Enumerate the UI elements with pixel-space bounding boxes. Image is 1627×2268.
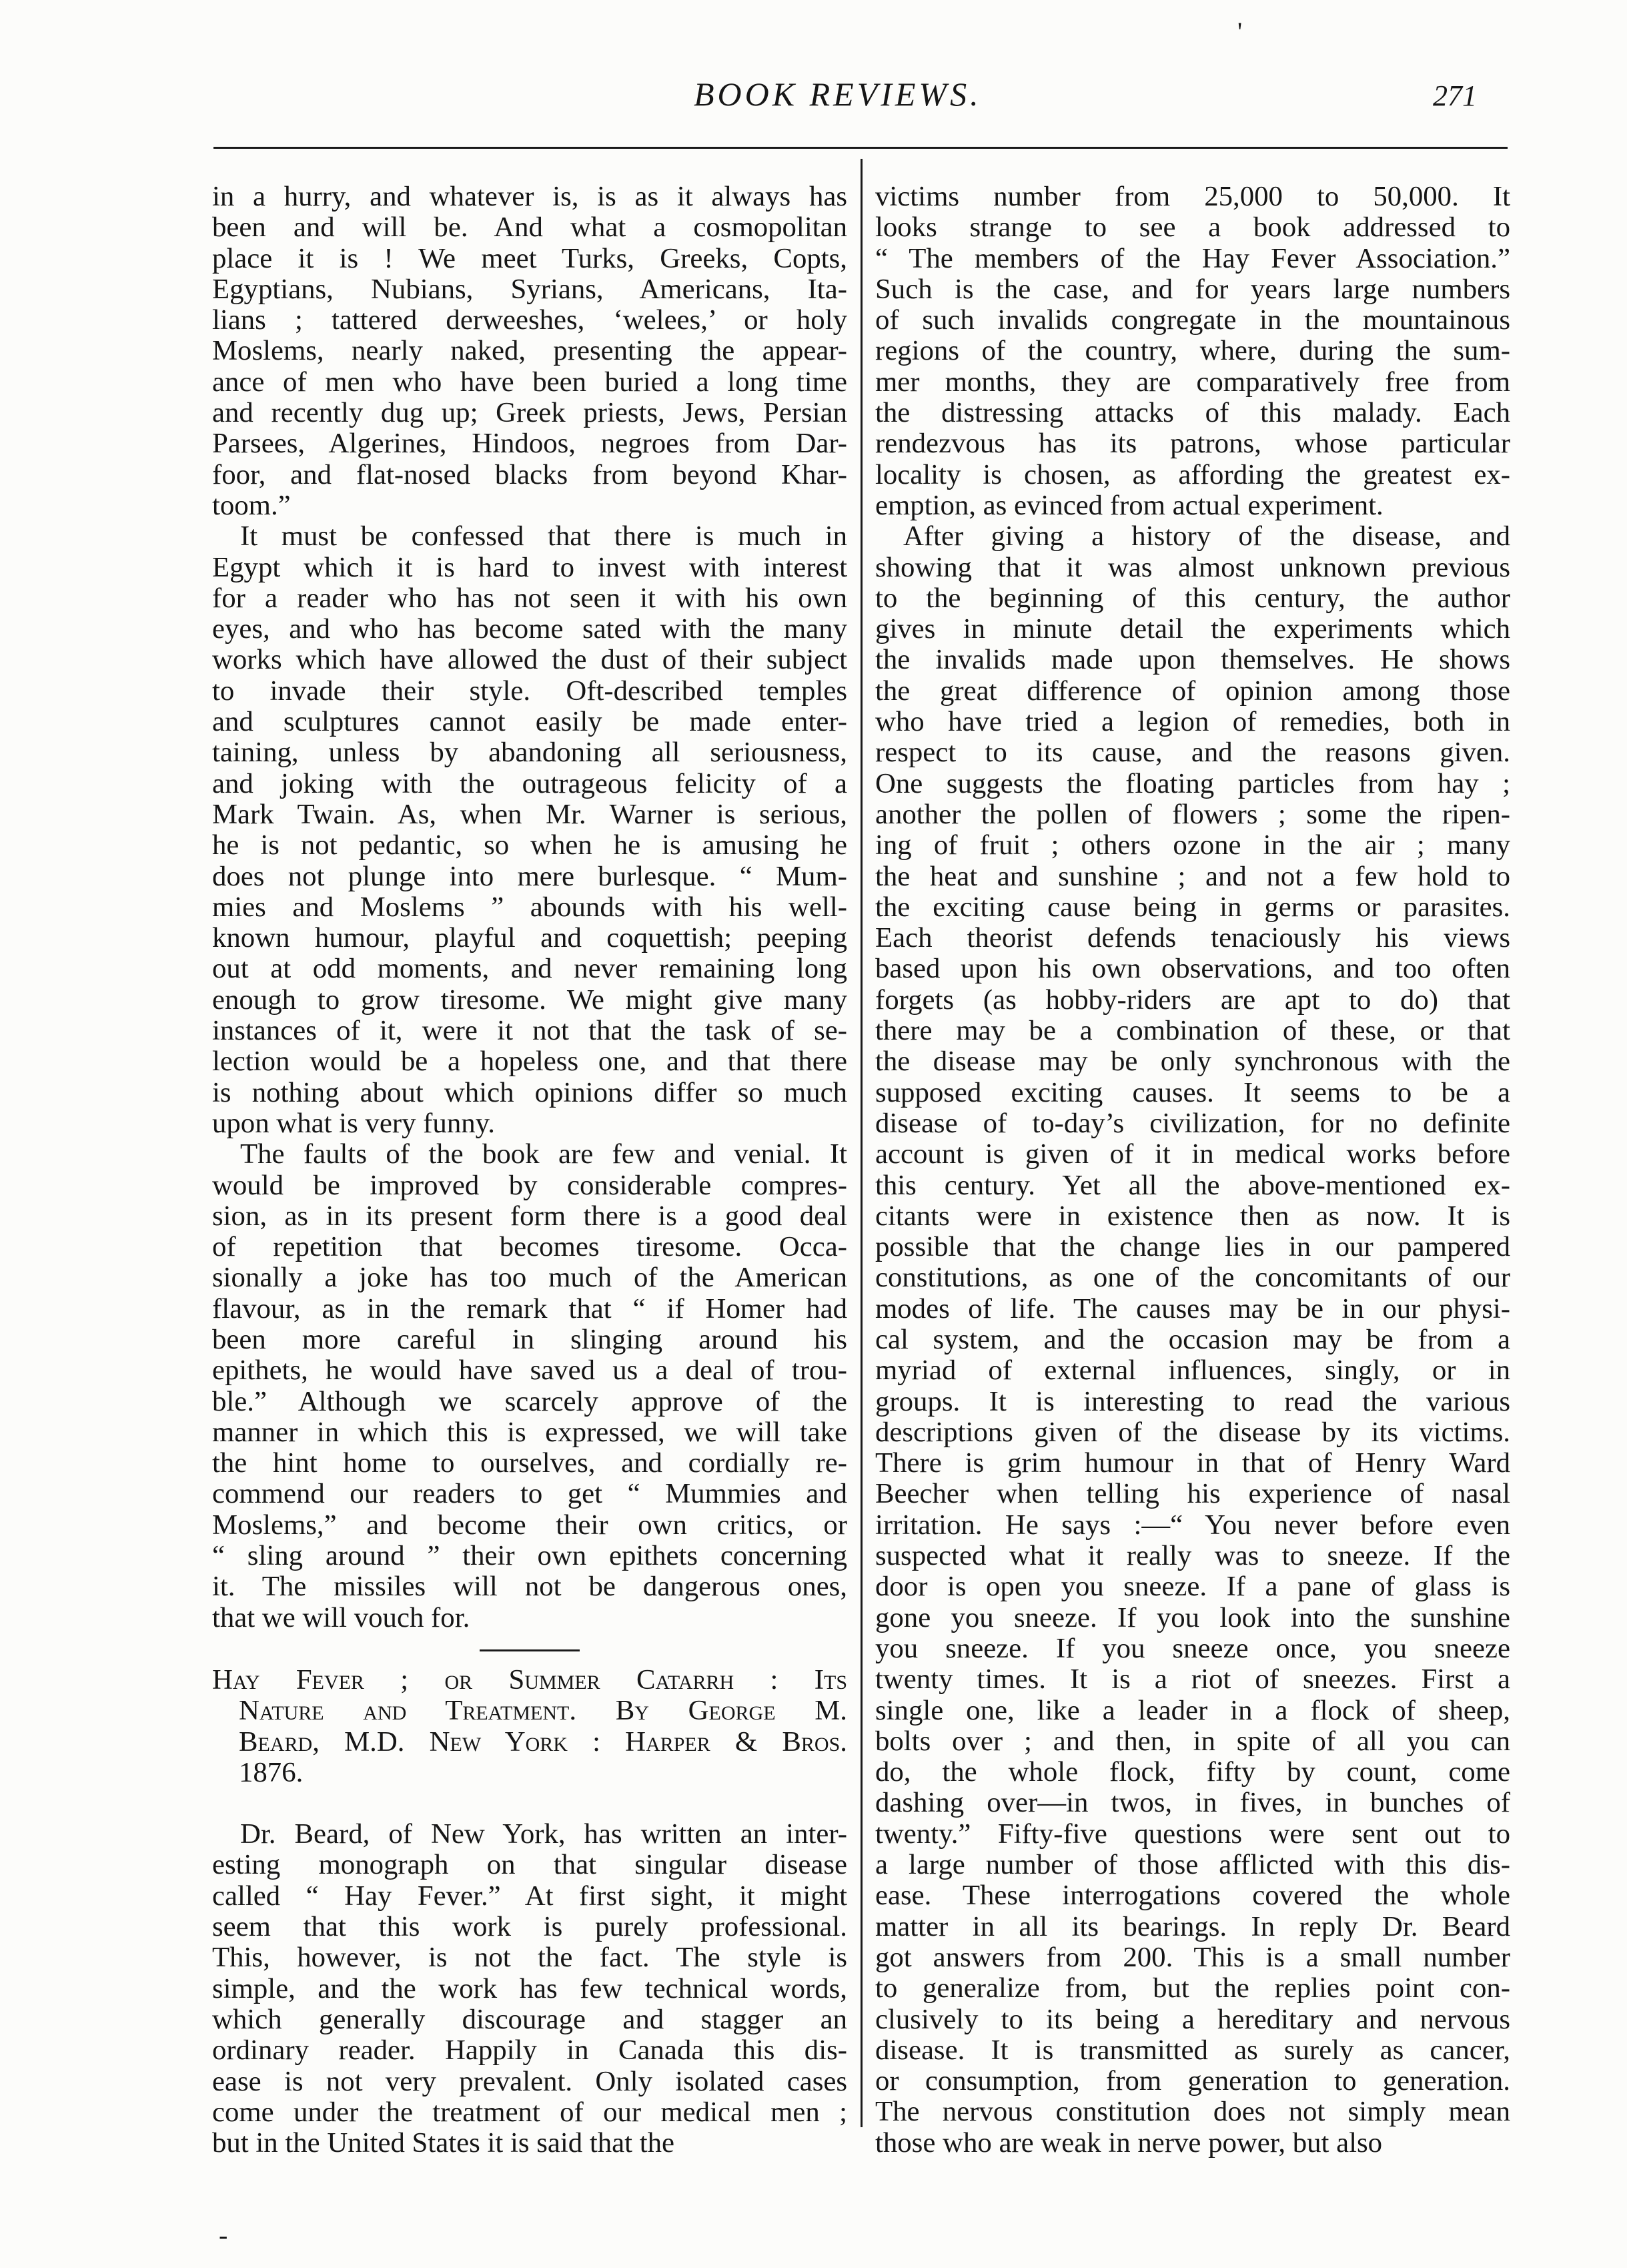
text-line: the distressing attacks of this malady. Each [875, 397, 1510, 429]
text-line: There is grim humour in that of Henry Ward [875, 1447, 1510, 1479]
text-line: “ The members of the Hay Fever Association.” [875, 242, 1510, 274]
text-line: simple, and the work has few technical words, [212, 1972, 847, 2004]
text-line: epithets, he would have saved us a deal of trou- [212, 1355, 847, 1387]
text-line: known humour, playful and coquettish; peeping [212, 922, 847, 954]
text-line: descriptions given of the disease by its victims. [875, 1416, 1510, 1448]
text-line: mer months, they are comparatively free from [875, 366, 1510, 398]
text-line: sion, as in its present form there is a good deal [212, 1200, 847, 1232]
text-line: 1876. [239, 1756, 304, 1788]
text-line: does not plunge into mere burlesque. “ Mum- [212, 860, 847, 892]
text-line: Beecher when telling his experience of nasal [875, 1478, 1510, 1510]
text-line: the heat and sunshine ; and not a few hold to [875, 860, 1510, 892]
text-line: citants were in existence then as now. It is [875, 1200, 1510, 1232]
spacer [212, 1788, 847, 1819]
text-line: been more careful in slinging around his [212, 1323, 847, 1355]
spacer [212, 1633, 847, 1645]
right-continuation-paragraph [875, 181, 1510, 521]
text-line: The faults of the book are few and venial. It [240, 1138, 847, 1170]
text-line: in a hurry, and whatever is, is as it always has [212, 181, 847, 212]
text-line: forgets (as hobby-riders are apt to do) that [875, 984, 1510, 1016]
text-line: but in the United States it is said that the [212, 2127, 674, 2159]
text-line: “ sling around ” their own epithets concerning [212, 1540, 847, 1572]
text-line: ease. These interrogations covered the whole [875, 1880, 1510, 1912]
text-line: works which have allowed the dust of their subject [212, 644, 847, 676]
text-line: taining, unless by abandoning all seriousness, [212, 737, 847, 769]
stray-mark-top: ' [1237, 17, 1243, 47]
text-line: that we will vouch for. [212, 1601, 470, 1633]
text-line: locality is chosen, as affording the greatest ex- [875, 458, 1510, 490]
text-line: commend our readers to get “ Mummies and [212, 1478, 847, 1510]
text-line: the hint home to ourselves, and cordially re- [212, 1447, 847, 1479]
text-line: place it is ! We meet Turks, Greeks, Copts, [212, 242, 847, 274]
beard-paragraph [212, 1819, 847, 2159]
text-line: victims number from 25,000 to 50,000. It [875, 181, 1510, 212]
text-line: twenty times. It is a riot of sneezes. First a [875, 1663, 1510, 1695]
text-line: Hay Fever ; or Summer Catarrh : Its [212, 1663, 847, 1695]
text-line: it. The missiles will not be dangerous ones, [212, 1571, 847, 1603]
text-line: The nervous constitution does not simply mean [875, 2096, 1510, 2128]
section-divider-rule [480, 1649, 580, 1651]
text-line: supposed exciting causes. It seems to be a [875, 1076, 1510, 1108]
column-divider [861, 159, 863, 2127]
text-line: Parsees, Algerines, Hindoos, negroes from Dar- [212, 428, 847, 460]
left-continuation-paragraph [212, 181, 847, 521]
text-line: rendezvous has its patrons, whose particular [875, 428, 1510, 460]
text-line: this century. Yet all the above-mentioned ex- [875, 1169, 1510, 1201]
text-line: and sculptures cannot easily be made enter- [212, 706, 847, 738]
text-line: possible that the change lies in our pampered [875, 1231, 1510, 1263]
text-line: would be improved by considerable compres- [212, 1169, 847, 1201]
text-line: called “ Hay Fever.” At first sight, it might [212, 1880, 847, 1912]
text-line: modes of life. The causes may be in our physi- [875, 1292, 1510, 1325]
text-line: he is not pedantic, so when he is amusing he [212, 829, 847, 861]
text-line: based upon his own observations, and too often [875, 953, 1510, 985]
text-line: emption, as evinced from actual experiment. [875, 489, 1384, 521]
text-line: which generally discourage and stagger an [212, 2003, 847, 2035]
text-line: respect to its cause, and the reasons given. [875, 737, 1510, 769]
text-line: irritation. He says :—“ You never before even [875, 1509, 1510, 1541]
text-line: single one, like a leader in a flock of sheep, [875, 1694, 1510, 1726]
text-line: come under the treatment of our medical men ; [212, 2096, 847, 2128]
confessed-paragraph [212, 521, 847, 1139]
text-line: Egyptians, Nubians, Syrians, Americans, Ita- [212, 273, 847, 305]
stray-mark-bottom: - [219, 2220, 228, 2250]
text-line: is nothing about which opinions differ so much [212, 1076, 847, 1108]
text-line: and recently dug up; Greek priests, Jews, Persian [212, 397, 847, 429]
text-line: matter in all its bearings. In reply Dr. Beard [875, 1910, 1510, 1942]
text-line: Moslems, nearly naked, presenting the appear- [212, 335, 847, 367]
text-line: those who are weak in nerve power, but also [875, 2127, 1383, 2159]
text-line: sionally a joke has too much of the American [212, 1262, 847, 1294]
text-line: Each theorist defends tenaciously his views [875, 922, 1510, 954]
text-line: the invalids made upon themselves. He shows [875, 644, 1510, 676]
text-line: Mark Twain. As, when Mr. Warner is serious, [212, 798, 847, 830]
text-line: instances of it, were it not that the task of se- [212, 1015, 847, 1047]
text-line: seem that this work is purely professional. [212, 1911, 847, 1943]
text-line: the great difference of opinion among those [875, 675, 1510, 707]
text-line: One suggests the floating particles from hay ; [875, 767, 1510, 799]
text-line: cal system, and the occasion may be from a [875, 1323, 1510, 1355]
text-line: groups. It is interesting to read the various [875, 1385, 1510, 1417]
text-line: mies and Moslems ” abounds with his well- [212, 891, 847, 923]
text-line: got answers from 200. This is a small number [875, 1941, 1510, 1973]
text-line: esting monograph on that singular disease [212, 1849, 847, 1881]
text-line: to generalize from, but the replies point con- [875, 1972, 1510, 2004]
text-line: disease of to-day’s civilization, for no definite [875, 1107, 1510, 1139]
left-column [212, 181, 847, 2159]
text-line: toom.” [212, 489, 291, 521]
text-line: Beard, M.D. New York : Harper & Bros. [239, 1726, 847, 1758]
text-line: looks strange to see a book addressed to [875, 212, 1510, 244]
text-line: and joking with the outrageous felicity of a [212, 767, 847, 799]
text-line: ble.” Although we scarcely approve of the [212, 1385, 847, 1417]
text-line: Nature and Treatment. By George M. [239, 1695, 847, 1727]
text-line: This, however, is not the fact. The style is [212, 1942, 847, 1974]
text-line: It must be confessed that there is much in [240, 520, 847, 552]
text-line: ing of fruit ; others ozone in the air ; many [875, 829, 1510, 861]
text-line: to invade their style. Oft-described temples [212, 675, 847, 707]
text-line: of such invalids congregate in the mountainous [875, 304, 1510, 336]
text-line: the disease may be only synchronous with the [875, 1046, 1510, 1078]
text-line: account is given of it in medical works before [875, 1138, 1510, 1170]
text-line: the exciting cause being in germs or parasites. [875, 891, 1510, 923]
text-line: dashing over—in twos, in fives, in bunches of [875, 1787, 1510, 1819]
text-line: gone you sneeze. If you look into the sunshine [875, 1601, 1510, 1633]
text-line: for a reader who has not seen it with his own [212, 582, 847, 614]
text-line: suspected what it really was to sneeze. If the [875, 1540, 1510, 1572]
text-line: ordinary reader. Happily in Canada this dis- [212, 2034, 847, 2066]
text-line: regions of the country, where, during the sum- [875, 335, 1510, 367]
history-paragraph [875, 521, 1510, 2159]
text-line: lection would be a hopeless one, and that there [212, 1046, 847, 1078]
text-line: constitutions, as one of the concomitants of our [875, 1262, 1510, 1294]
book-heading [212, 1665, 847, 1788]
text-line: ance of men who have been buried a long time [212, 366, 847, 398]
page-number: 271 [1433, 79, 1477, 112]
text-line: eyes, and who has become sated with the many [212, 613, 847, 645]
text-line: After giving a history of the disease, and [903, 520, 1510, 552]
faults-paragraph [212, 1139, 847, 1633]
text-line: bolts over ; and then, in spite of all you can [875, 1725, 1510, 1757]
running-title: BOOK REVIEWS. [694, 75, 982, 113]
text-line: out at odd moments, and never remaining long [212, 953, 847, 985]
text-line: showing that it was almost unknown previous [875, 551, 1510, 583]
text-line: there may be a combination of these, or that [875, 1015, 1510, 1047]
text-line: clusively to its being a hereditary and nervous [875, 2003, 1510, 2035]
text-line: manner in which this is expressed, we will take [212, 1416, 847, 1448]
text-line: to the beginning of this century, the author [875, 582, 1510, 614]
text-line: gives in minute detail the experiments which [875, 613, 1510, 645]
text-line: disease. It is transmitted as surely as cancer, [875, 2034, 1510, 2066]
right-column [875, 181, 1510, 2159]
text-line: Moslems,” and become their own critics, or [212, 1509, 847, 1541]
text-line: or consumption, from generation to generation. [875, 2065, 1510, 2097]
text-line: myriad of external influences, singly, or in [875, 1355, 1510, 1387]
text-line: who have tried a legion of remedies, both in [875, 706, 1510, 738]
text-line: another the pollen of flowers ; some the ripen- [875, 798, 1510, 830]
header-rule [213, 147, 1508, 149]
text-line: upon what is very funny. [212, 1107, 495, 1139]
text-line: you sneeze. If you sneeze once, you sneeze [875, 1632, 1510, 1664]
text-line: been and will be. And what a cosmopolitan [212, 212, 847, 244]
text-line: twenty.” Fifty-five questions were sent out to [875, 1818, 1510, 1850]
text-line: do, the whole flock, fifty by count, come [875, 1756, 1510, 1788]
text-line: Dr. Beard, of New York, has written an inter- [240, 1818, 847, 1850]
text-line: a large number of those afflicted with this dis- [875, 1849, 1510, 1881]
text-line: Such is the case, and for years large numbers [875, 273, 1510, 305]
text-line: Egypt which it is hard to invest with interest [212, 551, 847, 583]
text-line: door is open you sneeze. If a pane of glass is [875, 1571, 1510, 1603]
text-line: lians ; tattered derweeshes, ‘welees,’ or holy [212, 304, 847, 336]
text-line: enough to grow tiresome. We might give many [212, 984, 847, 1016]
text-line: ease is not very prevalent. Only isolated cases [212, 2065, 847, 2097]
text-line: flavour, as in the remark that “ if Homer had [212, 1292, 847, 1325]
text-line: foor, and flat-nosed blacks from beyond Khar- [212, 458, 847, 490]
text-line: of repetition that becomes tiresome. Occa- [212, 1231, 847, 1263]
